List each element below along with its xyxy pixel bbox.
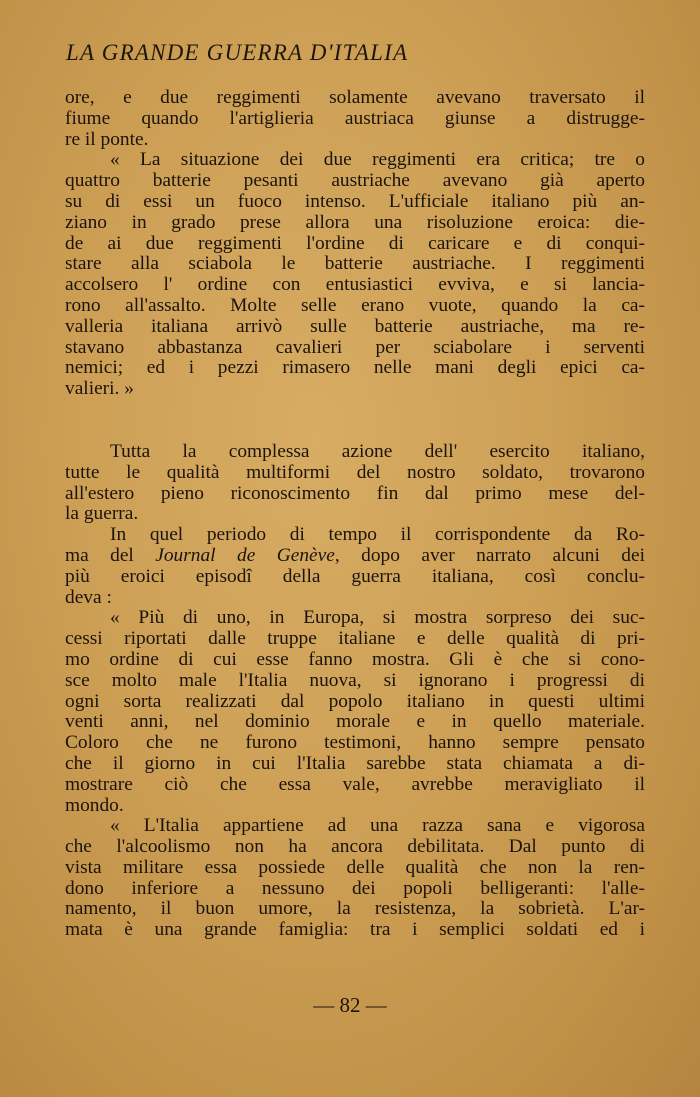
text-line: all'estero pieno riconoscimento fin dal primo mese del- xyxy=(65,482,645,504)
text-line: più eroici episodî della guerra italiana, così conclu- xyxy=(65,565,645,587)
text-line: Tutta la complessa azione dell' esercito italiano, xyxy=(110,440,645,462)
text-line: ogni sorta realizzati dal popolo italiano in questi ultimi xyxy=(65,690,645,712)
text-line: vista militare essa possiede delle qualità che non la ren- xyxy=(65,856,645,878)
text-line: rono all'assalto. Molte selle erano vuote, quando la ca- xyxy=(65,294,645,316)
text-line: ore, e due reggimenti solamente avevano traversato il xyxy=(65,87,645,108)
text-line: mo ordine di cui esse fanno mostra. Gli è che si cono- xyxy=(65,648,645,670)
text-line: ma del Journal de Genève, dopo aver narrato alcuni dei xyxy=(65,544,645,566)
text-line: tutte le qualità multiformi del nostro soldato, trovarono xyxy=(65,461,645,483)
text-line: « Più di uno, in Europa, si mostra sorpreso dei suc- xyxy=(110,607,645,629)
text-line: In quel periodo di tempo il corrispondente da Ro- xyxy=(110,524,645,546)
body-text xyxy=(65,88,645,941)
text-line: valleria italiana arrivò sulle batterie austriache, ma re- xyxy=(65,315,645,337)
text-line: dono inferiore a nessuno dei popoli belligeranti: l'alle- xyxy=(65,877,645,899)
text-line: venti anni, nel dominio morale e in quello materiale. xyxy=(65,711,645,733)
text-line: mondo. xyxy=(65,794,124,816)
text-line: quattro batterie pesanti austriache avevano già aperto xyxy=(65,170,645,192)
text-line: valieri. » xyxy=(65,378,134,400)
text-line: « La situazione dei due reggimenti era critica; tre o xyxy=(110,149,645,171)
text-line: stare alla sciabola le batterie austriache. I reggimenti xyxy=(65,253,645,275)
text-line: che il giorno in cui l'Italia sarebbe stata chiamata a di- xyxy=(65,752,645,774)
text-line: de ai due reggimenti l'ordine di caricare e di conqui- xyxy=(65,232,645,254)
running-header: LA GRANDE GUERRA D'ITALIA xyxy=(66,40,409,65)
text-line: fiume quando l'artiglieria austriaca giunse a distrugge- xyxy=(65,107,645,129)
text-line: accolsero l' ordine con entusiastici evviva, e si lancia- xyxy=(65,274,645,296)
page-number: — 82 — xyxy=(313,993,387,1017)
text-line: ziano in grado prese allora una risoluzione eroica: die- xyxy=(65,211,645,233)
text-line: re il ponte. xyxy=(65,128,149,150)
text-line: mostrare ciò che essa vale, avrebbe meravigliato il xyxy=(65,773,645,795)
text-line: stavano abbastanza cavalieri per sciabolare i serventi xyxy=(65,336,645,358)
text-line: la guerra. xyxy=(65,503,139,525)
text-line: cessi riportati dalle truppe italiane e delle qualità di pri- xyxy=(65,628,645,650)
text-line: Coloro che ne furono testimoni, hanno sempre pensato xyxy=(65,732,645,754)
paragraph-gap xyxy=(65,400,645,442)
text-line: deva : xyxy=(65,586,112,608)
text-line: namento, il buon umore, la resistenza, la sobrietà. L'ar- xyxy=(65,898,645,920)
text-line: su di essi un fuoco intenso. L'ufficiale italiano più an- xyxy=(65,190,645,212)
text-line: sce molto male l'Italia nuova, si ignorano i progressi di xyxy=(65,669,645,691)
text-line: che l'alcoolismo non ha ancora debilitata. Dal punto di xyxy=(65,836,645,858)
text-line: « L'Italia appartiene ad una razza sana e vigorosa xyxy=(110,815,645,837)
text-line: mata è una grande famiglia: tra i semplici soldati ed i xyxy=(65,919,645,941)
text-line: nemici; ed i pezzi rimasero nelle mani degli epici ca- xyxy=(65,357,645,379)
